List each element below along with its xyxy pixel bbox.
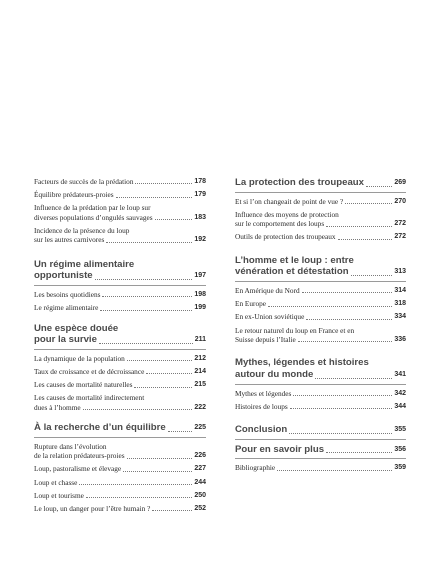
page-number: 183: [194, 213, 206, 221]
page-number: 192: [194, 236, 206, 244]
section-title: vénération et détestation: [235, 266, 349, 278]
section-title: Mythes, légendes et histoires: [235, 357, 369, 369]
section-divider: [235, 439, 406, 440]
entry-title: La dynamique de la population: [34, 353, 125, 363]
section-title: L’homme et le loup : entre: [235, 254, 354, 266]
toc-entry[interactable]: [34, 380, 206, 389]
page-number: 227: [194, 465, 206, 473]
section-heading[interactable]: [235, 177, 406, 189]
entry-title: de la relation prédateurs-proies: [34, 451, 125, 461]
page-number: 226: [194, 452, 206, 460]
section-divider: [34, 285, 206, 286]
section-title: À la recherche d’un équilibre: [34, 422, 166, 434]
toc-entry[interactable]: [34, 190, 206, 199]
entry-title: Histoires de loups: [235, 401, 288, 411]
entry-title: Les causes de mortalité indirectement: [34, 393, 145, 403]
section-divider: [235, 192, 406, 193]
entry-title: En Europe: [235, 299, 267, 309]
toc-entry[interactable]: [34, 367, 206, 376]
section-title: opportuniste: [34, 270, 93, 282]
entry-title: diverses populations d’ongulés sauvages: [34, 212, 153, 222]
entry-title: Influence de la prédation par le loup sur: [34, 203, 151, 213]
entry-title: Équilibre prédateurs-proies: [34, 190, 114, 200]
page-number: 314: [394, 287, 406, 294]
entry-title: Le loup, un danger pour l’être humain ?: [34, 504, 151, 514]
entry-title: sur les autres carnivores: [34, 235, 105, 245]
section-heading[interactable]: [235, 255, 406, 278]
toc-entry[interactable]: [235, 463, 406, 472]
entry-title: dues à l’homme: [34, 402, 81, 412]
section-divider: [235, 458, 406, 459]
page-number: 215: [194, 381, 206, 389]
page-number: 211: [194, 336, 206, 344]
page-number: 198: [194, 291, 206, 299]
section-title: autour du monde: [235, 369, 314, 381]
entry-title: Outils de protection des troupeaux: [235, 232, 336, 242]
entry-title: Facteurs de succès de la prédation: [34, 177, 134, 186]
toc-entry[interactable]: [34, 491, 206, 500]
page-number: 244: [194, 478, 206, 486]
entry-title: Bibliographie: [235, 463, 276, 473]
toc-entry[interactable]: [34, 478, 206, 487]
toc-entry[interactable]: [34, 393, 206, 412]
page-number: 272: [394, 233, 406, 241]
section-title: pour la survie: [34, 334, 97, 346]
entry-title: Les besoins quotidiens: [34, 290, 101, 300]
section-divider: [235, 384, 406, 385]
toc-entry[interactable]: [235, 197, 406, 206]
section-heading[interactable]: [235, 357, 406, 380]
page-number: 272: [394, 220, 406, 228]
toc-left-column: [34, 177, 206, 517]
entry-title: Les causes de mortalité naturelles: [34, 380, 133, 390]
entry-title: Le retour naturel du loup en France et en: [235, 325, 355, 335]
page-number: 318: [394, 300, 406, 308]
toc-right-column: [235, 177, 406, 477]
page-number: 342: [394, 389, 406, 397]
page-number: 336: [394, 336, 406, 344]
toc-entry[interactable]: [34, 354, 206, 363]
page-number: 313: [394, 268, 406, 276]
page-number: 178: [194, 178, 206, 185]
toc-entry[interactable]: [235, 232, 406, 241]
entry-title: Mythes et légendes: [235, 388, 292, 398]
entry-title: Le régime alimentaire: [34, 303, 99, 313]
page-number: 344: [394, 402, 406, 410]
entry-title: Loup et chasse: [34, 477, 78, 487]
section-title: Une espèce douée: [34, 322, 119, 334]
section-title: Conclusion: [235, 424, 288, 436]
toc-entry[interactable]: [235, 286, 406, 295]
entry-title: Loup, pastoralisme et élevage: [34, 464, 122, 474]
page-number: 334: [394, 313, 406, 321]
section-title: La protection des troupeaux: [235, 177, 365, 188]
section-heading[interactable]: [34, 422, 206, 434]
page-number: 269: [394, 179, 406, 186]
toc-entry[interactable]: [235, 326, 406, 345]
toc-entry[interactable]: [235, 299, 406, 308]
page-number: 197: [194, 272, 206, 280]
entry-title: En ex-Union soviétique: [235, 312, 305, 322]
section-heading[interactable]: [235, 424, 406, 436]
page-number: 355: [394, 426, 406, 434]
toc-entry[interactable]: [34, 203, 206, 222]
page-number: 225: [194, 424, 206, 432]
toc-entry[interactable]: [235, 312, 406, 321]
entry-title: En Amérique du Nord: [235, 286, 300, 295]
entry-title: Incidence de la présence du loup: [34, 226, 130, 236]
section-heading[interactable]: [34, 323, 206, 346]
entry-title: sur le comportement des loups: [235, 219, 325, 229]
toc-entry[interactable]: [34, 177, 206, 186]
page-number: 250: [194, 491, 206, 499]
section-divider: [34, 437, 206, 438]
page-number: 359: [394, 464, 406, 472]
section-heading[interactable]: [235, 444, 406, 456]
section-heading[interactable]: [34, 259, 206, 282]
page-number: 214: [194, 368, 206, 376]
page-number: 252: [194, 505, 206, 513]
section-divider: [34, 349, 206, 350]
section-divider: [235, 281, 406, 282]
page-number: 270: [394, 197, 406, 205]
toc-entry[interactable]: [34, 290, 206, 299]
page-number: 212: [194, 354, 206, 362]
toc-entry[interactable]: [235, 402, 406, 411]
entry-title: Loup et tourisme: [34, 490, 84, 500]
page-number: 179: [194, 191, 206, 199]
page-number: 199: [194, 304, 206, 312]
section-title: Un régime alimentaire: [34, 258, 135, 270]
page-number: 222: [194, 403, 206, 411]
page-number: 341: [394, 371, 406, 379]
toc-entry[interactable]: [34, 226, 206, 245]
toc-entry[interactable]: [34, 504, 206, 513]
toc-entry[interactable]: [34, 442, 206, 461]
entry-title: Taux de croissance et de décroissance: [34, 367, 145, 377]
entry-title: Rupture dans l’évolution: [34, 441, 107, 451]
section-title: Pour en savoir plus: [235, 443, 325, 455]
toc-entry[interactable]: [235, 210, 406, 229]
page-number: 356: [394, 445, 406, 453]
entry-title: Suisse depuis l’Italie: [235, 335, 296, 345]
entry-title: Influence des moyens de protection: [235, 209, 339, 219]
entry-title: Et si l’on changeait de point de vue ?: [235, 196, 344, 206]
toc-entry[interactable]: [34, 303, 206, 312]
toc-entry[interactable]: [235, 389, 406, 398]
toc-entry[interactable]: [34, 464, 206, 473]
